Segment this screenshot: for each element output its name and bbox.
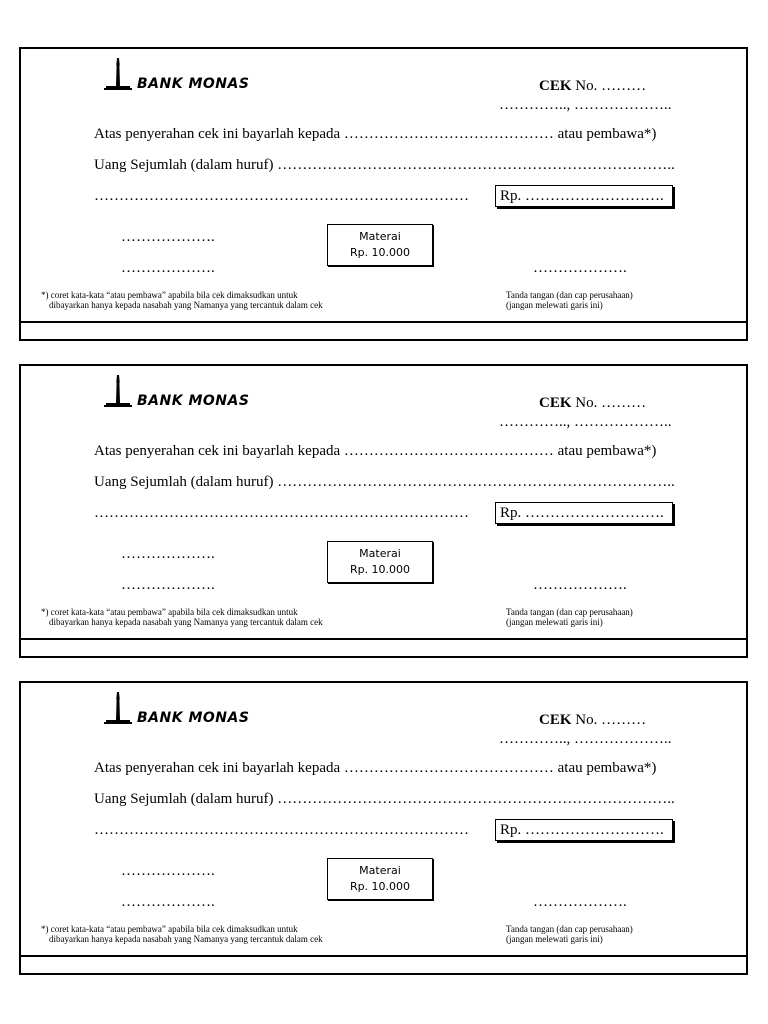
amount-continuation-line: ………………………………………………………………… [94, 188, 469, 204]
monas-monument-icon [103, 57, 133, 97]
payee-line [94, 126, 656, 143]
left-dotted-line-1: ………………. [121, 229, 215, 245]
left-dotted-line-1: ………………. [121, 546, 215, 562]
payee-line [94, 760, 656, 777]
footnote-line-1: *) coret kata-kata “atau pembawa” apabila bila cek dimaksudkan untuk [41, 607, 298, 617]
bank-name: BANK MONAS [137, 710, 250, 726]
check-form [19, 364, 748, 658]
check-form [19, 681, 748, 975]
bank-logo [103, 57, 273, 97]
cek-label: CEK [539, 395, 572, 411]
check-bottom-divider [21, 321, 746, 323]
footnote-line-1: *) coret kata-kata “atau pembawa” apabila bila cek dimaksudkan untuk [41, 290, 298, 300]
payee-suffix: atau pembawa*) [557, 760, 657, 776]
check-form [19, 47, 748, 341]
signature-note-2: (jangan melewati garis ini) [506, 300, 603, 310]
check-number [539, 395, 646, 412]
payee-prefix: Atas penyerahan cek ini bayarlah kepada …………………………………… [94, 760, 554, 776]
signature-line: ………………. [533, 577, 627, 593]
left-dotted-line-2: ………………. [121, 577, 215, 593]
signature-line: ………………. [533, 894, 627, 910]
amount-continuation-line: ………………………………………………………………… [94, 822, 469, 838]
check-number [539, 712, 646, 729]
stamp-label: Materai [359, 547, 401, 560]
signature-note-1: Tanda tangan (dan cap perusahaan) [506, 607, 633, 617]
amount-rp-box: Rp. ………………………. [495, 185, 673, 207]
payee-prefix: Atas penyerahan cek ini bayarlah kepada …………………………………… [94, 443, 554, 459]
amount-words-line: Uang Sejumlah (dalam huruf) …………………………………………………………………….. [94, 791, 675, 807]
stamp-duty-box [327, 224, 433, 266]
left-dotted-line-1: ………………. [121, 863, 215, 879]
bank-name: BANK MONAS [137, 76, 250, 92]
stamp-value: Rp. 10.000 [349, 246, 411, 259]
check-bottom-divider [21, 638, 746, 640]
stamp-label: Materai [359, 230, 401, 243]
stamp-duty-box [327, 858, 433, 900]
cek-label: CEK [539, 712, 572, 728]
cek-label: CEK [539, 78, 572, 94]
payee-line [94, 443, 656, 460]
cek-number-field: No. ……… [575, 395, 647, 411]
amount-words-line: Uang Sejumlah (dalam huruf) …………………………………………………………………….. [94, 474, 675, 490]
amount-words-line: Uang Sejumlah (dalam huruf) …………………………………………………………………….. [94, 157, 675, 173]
stamp-label: Materai [359, 864, 401, 877]
cek-number-field: No. ……… [575, 78, 647, 94]
cek-number-field: No. ……… [575, 712, 647, 728]
amount-rp-box: Rp. ………………………. [495, 502, 673, 524]
amount-continuation-line: ………………………………………………………………… [94, 505, 469, 521]
left-dotted-line-2: ………………. [121, 260, 215, 276]
stamp-value: Rp. 10.000 [349, 563, 411, 576]
bank-name: BANK MONAS [137, 393, 250, 409]
date-line: ………….., ……………….. [499, 97, 672, 113]
date-line: ………….., ……………….. [499, 731, 672, 747]
left-dotted-line-2: ………………. [121, 894, 215, 910]
monas-monument-icon [103, 691, 133, 731]
signature-line: ………………. [533, 260, 627, 276]
payee-prefix: Atas penyerahan cek ini bayarlah kepada …………………………………… [94, 126, 554, 142]
monas-monument-icon [103, 374, 133, 414]
amount-rp-box: Rp. ………………………. [495, 819, 673, 841]
footnote-line-2: dibayarkan hanya kepada nasabah yang Namanya yang tercantuk dalam cek [49, 300, 323, 310]
footnote-line-1: *) coret kata-kata “atau pembawa” apabila bila cek dimaksudkan untuk [41, 924, 298, 934]
bank-logo [103, 691, 273, 731]
stamp-value: Rp. 10.000 [349, 880, 411, 893]
date-line: ………….., ……………….. [499, 414, 672, 430]
payee-suffix: atau pembawa*) [557, 443, 657, 459]
signature-note-1: Tanda tangan (dan cap perusahaan) [506, 924, 633, 934]
signature-note-2: (jangan melewati garis ini) [506, 617, 603, 627]
bank-logo [103, 374, 273, 414]
check-bottom-divider [21, 955, 746, 957]
stamp-duty-box [327, 541, 433, 583]
payee-suffix: atau pembawa*) [557, 126, 657, 142]
signature-note-1: Tanda tangan (dan cap perusahaan) [506, 290, 633, 300]
footnote-line-2: dibayarkan hanya kepada nasabah yang Namanya yang tercantuk dalam cek [49, 934, 323, 944]
check-number [539, 78, 646, 95]
footnote-line-2: dibayarkan hanya kepada nasabah yang Namanya yang tercantuk dalam cek [49, 617, 323, 627]
signature-note-2: (jangan melewati garis ini) [506, 934, 603, 944]
